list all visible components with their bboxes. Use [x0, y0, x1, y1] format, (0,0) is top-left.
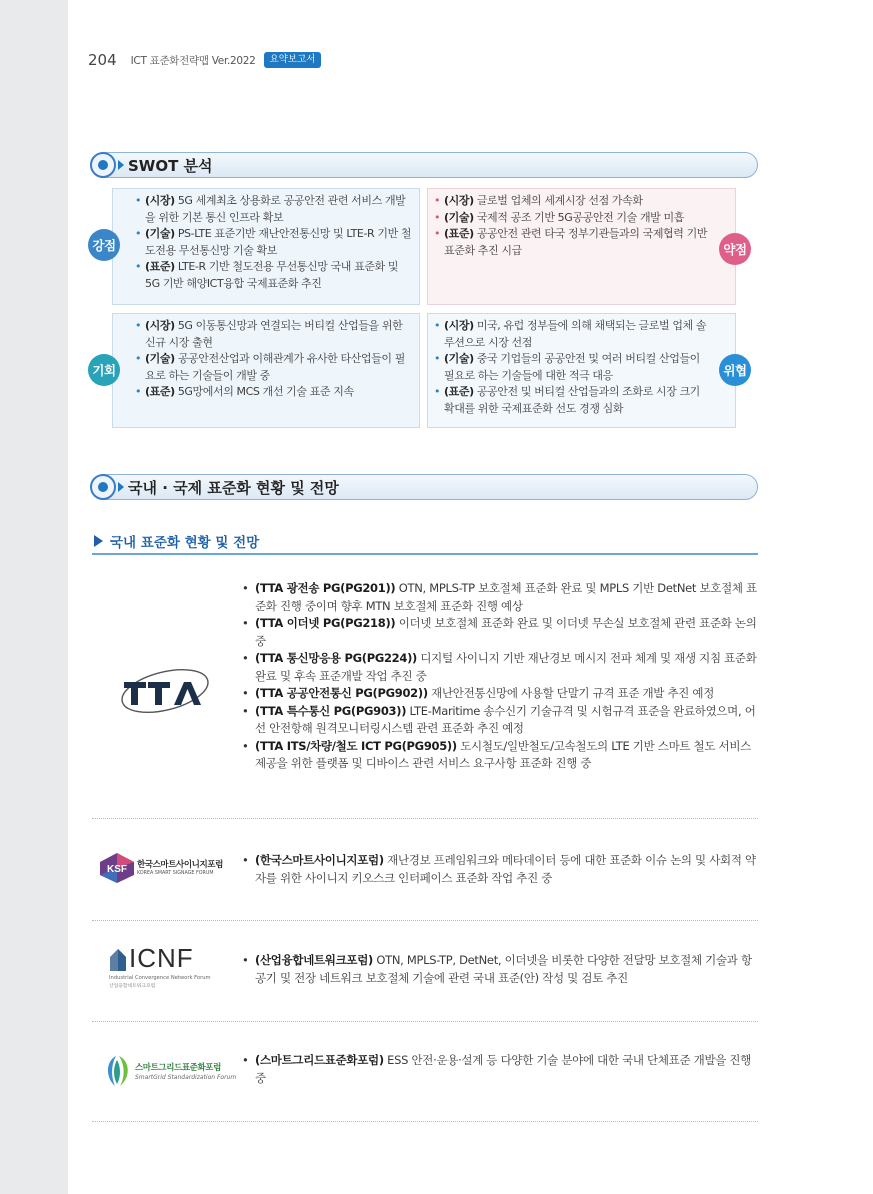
- smartgrid-logo: [102, 1053, 242, 1089]
- opportunity-item: • (시장) 5G 이동통신망과 연결되는 버티컬 산업들을 위한 신규 시장 출현: [135, 318, 413, 351]
- opportunity-item: • (기술) 공공안전산업과 이해관계가 유사한 타산업들이 필요로 하는 기술들이 개발 중: [135, 351, 413, 384]
- tta-item: • (TTA 광전송 PG(PG201)) OTN, MPLS-TP 보호절체 표준화 완료 및 MPLS 기반 DetNet 보호절체 표준화 진행 중이며 향후 MTN 보호절체 표준화 진행 예상: [230, 580, 760, 615]
- ksf-logo-name: 한국스마트사이니지포럼: [137, 860, 223, 870]
- opportunity-item: • (표준) 5G망에서의 MCS 개선 기술 표준 지속: [135, 384, 413, 401]
- ksf-logo-subtitle: KOREA SMART SIGNAGE FORUM: [137, 871, 214, 876]
- status-section-heading: [90, 474, 758, 500]
- smartgrid-item: • (스마트그리드표준화포럼) ESS 안전·운용·설계 등 다양한 기술 분야에 대한 국내 단체표준 개발을 진행 중: [230, 1052, 760, 1087]
- document-title: ICT 표준화전략맵 Ver.2022: [130, 54, 256, 67]
- weakness-item: • (표준) 공공안전 관련 타국 정부기관들과의 국제협력 기반 표준화 추진 시급: [434, 226, 713, 259]
- strength-item: • (기술) PS-LTE 표준기반 재난안전통신망 및 LTE-R 기반 철도전용 무선통신망 기술 확보: [135, 226, 413, 259]
- domestic-subsection-heading: [92, 529, 758, 555]
- left-margin-strip: [0, 0, 68, 1194]
- arrow-icon: [118, 160, 124, 170]
- tta-item: • (TTA 이더넷 PG(PG218)) 이더넷 보호절체 표준화 완료 및 이더넷 무손실 보호절체 관련 표준화 논의 중: [230, 615, 760, 650]
- tta-items: [230, 580, 760, 773]
- tta-item: • (TTA 공공안전통신 PG(PG902)) 재난안전통신망에 사용할 단말기 규격 표준 개발 추진 예정: [230, 685, 760, 703]
- smartgrid-logo-name: 스마트그리드표준화포럼: [135, 1063, 221, 1073]
- opportunities-box: [112, 313, 420, 428]
- swot-section-title: SWOT 분석: [128, 157, 213, 175]
- strengths-label: 강점: [88, 229, 120, 261]
- icnf-logo-subtitle-korean: 산업융합네트워크포럼: [109, 984, 156, 989]
- arrow-icon: [118, 482, 124, 492]
- ksf-item: • (한국스마트사이니지포럼) 재난경보 프레임워크와 메타데이터 등에 대한 표준화 이슈 논의 및 사회적 약자를 위한 사이니지 키오스크 인터페이스 표준화 작업 추진 중: [230, 852, 760, 887]
- weaknesses-box: [427, 188, 736, 305]
- status-section-title: 국내 · 국제 표준화 현황 및 전망: [128, 479, 339, 497]
- weakness-item: • (기술) 국제적 공조 기반 5G공공안전 기술 개발 미흡: [434, 210, 713, 227]
- opportunities-label: 기회: [88, 354, 120, 386]
- summary-report-badge: 요약보고서: [264, 52, 322, 68]
- tta-logo: [118, 660, 213, 720]
- threat-item: • (표준) 공공안전 및 버티컬 산업들과의 조화로 시장 크기 확대를 위한 국제표준화 선도 경쟁 심화: [434, 384, 713, 417]
- weakness-item: • (시장) 글로벌 업체의 세계시장 선점 가속화: [434, 193, 713, 210]
- dotted-divider: [92, 1121, 758, 1122]
- page-header: [88, 50, 321, 70]
- strength-item: • (시장) 5G 세계최초 상용화로 공공안전 관련 서비스 개발을 위한 기본 통신 인프라 확보: [135, 193, 413, 226]
- tta-item: • (TTA 특수통신 PG(PG903)) LTE-Maritime 송수신기 기술규격 및 시험규격 표준을 완료하였으며, 어선 안전항해 원격모니터링시스템 관련 표준화 추진 예정: [230, 703, 760, 738]
- ksf-logo: [97, 852, 239, 884]
- threat-item: • (기술) 중국 기업들의 공공안전 및 여러 버티컬 산업들이 필요로 하는 기술들에 대한 적극 대응: [434, 351, 713, 384]
- strength-item: • (표준) LTE-R 기반 철도전용 무선통신망 국내 표준화 및 5G 기반 해양ICT융합 국제표준화 추진: [135, 259, 413, 292]
- threat-item: • (시장) 미국, 유럽 정부들에 의해 채택되는 글로벌 업체 솔루션으로 시장 선점: [434, 318, 713, 351]
- smartgrid-logo-subtitle: SmartGrid Standardization Forum: [135, 1074, 237, 1081]
- threats-box: [427, 313, 736, 428]
- smartgrid-items: [230, 1052, 760, 1087]
- page-number: 204: [88, 51, 117, 69]
- icnf-logo-name: ICNF: [129, 943, 194, 973]
- bullet-orb-icon: [90, 152, 116, 178]
- icnf-logo: [108, 945, 238, 993]
- ksf-mark-text: KSF: [107, 864, 127, 875]
- dotted-divider: [92, 1021, 758, 1022]
- threats-label: 위협: [719, 354, 751, 386]
- icnf-items: [230, 952, 760, 987]
- tta-item: • (TTA 통신망응용 PG(PG224)) 디지털 사이니지 기반 재난경보 메시지 전파 체계 및 재생 지침 표준화 완료 및 후속 표준개발 작업 추진 중: [230, 650, 760, 685]
- domestic-subsection-title: 국내 표준화 현황 및 전망: [110, 535, 260, 551]
- dotted-divider: [92, 818, 758, 819]
- icnf-logo-subtitle: Industrial Convergence Network Forum: [109, 975, 211, 981]
- tta-item: • (TTA ITS/차량/철도 ICT PG(PG905)) 도시철도/일반철도/고속철도의 LTE 기반 스마트 철도 서비스 제공을 위한 플랫폼 및 디바이스 관련 서비스 요구사항 표준화 진행 중: [230, 738, 760, 773]
- dotted-divider: [92, 920, 758, 921]
- icnf-item: • (산업융합네트워크포럼) OTN, MPLS-TP, DetNet, 이더넷을 비롯한 다양한 전달망 보호절체 기술과 항공기 및 전장 네트워크 보호절체 기술에 관련 국내 표준(안) 작성 및 검토 추진: [230, 952, 760, 987]
- bullet-orb-icon: [90, 474, 116, 500]
- triangle-icon: [94, 535, 103, 547]
- strengths-box: [112, 188, 420, 305]
- ksf-items: [230, 852, 760, 887]
- weaknesses-label: 약점: [719, 233, 751, 265]
- swot-section-heading: [90, 152, 758, 178]
